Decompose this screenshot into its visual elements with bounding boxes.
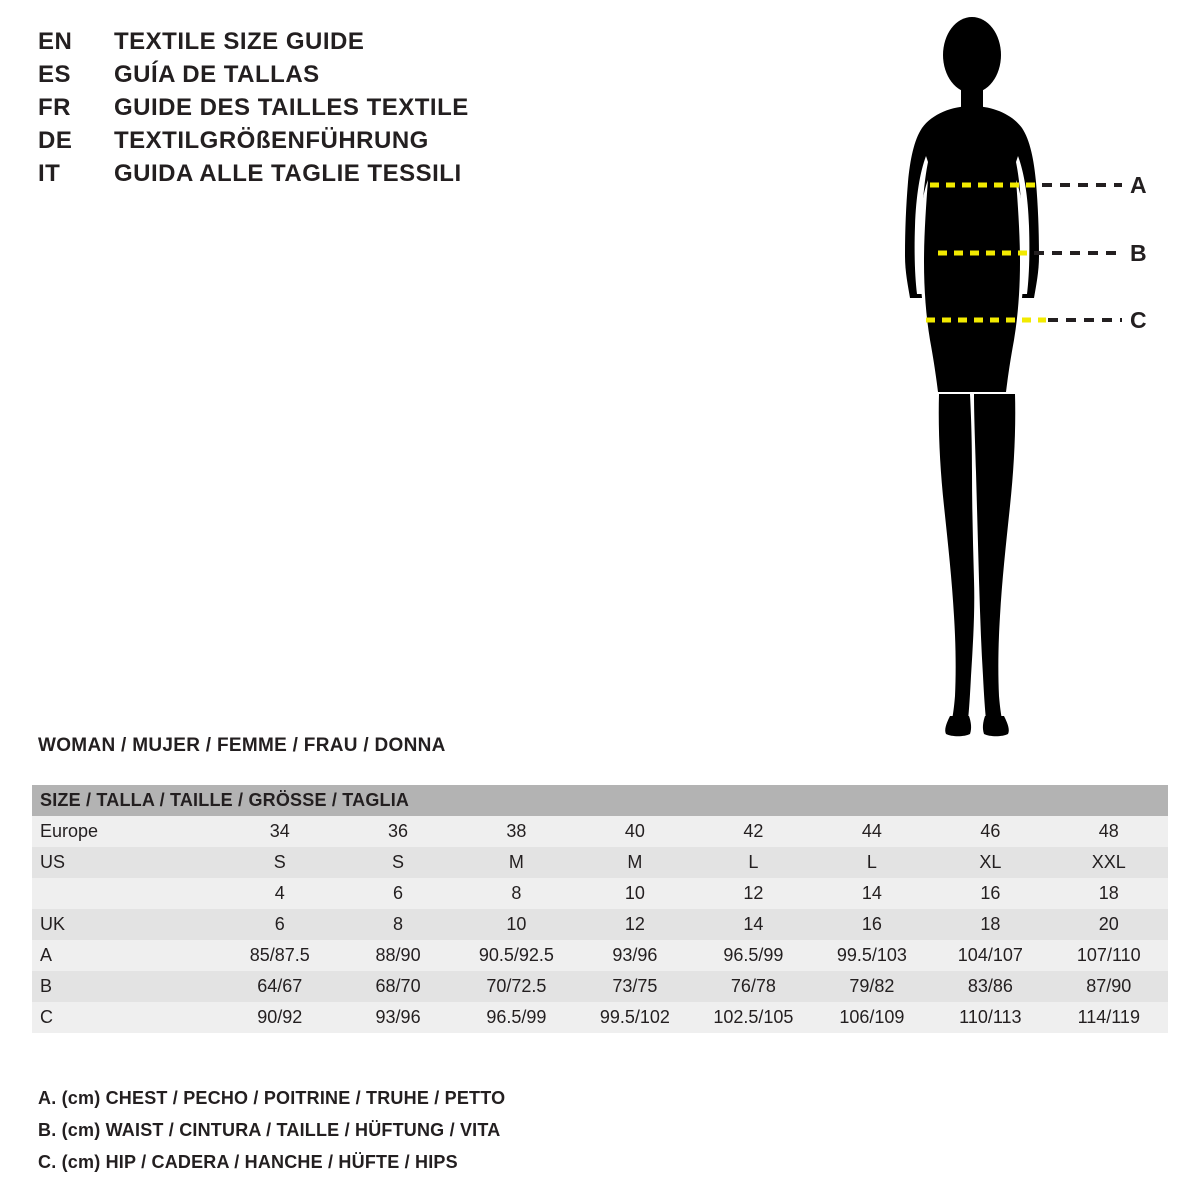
woman-silhouette-icon xyxy=(860,10,1190,750)
table-header-row xyxy=(32,785,1168,816)
cell-c-4: 102.5/105 xyxy=(694,1002,813,1033)
cell-uk-2: 10 xyxy=(457,909,576,940)
cell-europe-2: 38 xyxy=(457,816,576,847)
row-label-europe: Europe xyxy=(32,816,221,847)
body-measurement-figure xyxy=(860,10,1190,750)
cell-c-2: 96.5/99 xyxy=(457,1002,576,1033)
cell-us-5: L xyxy=(813,847,931,878)
title-row-fr xyxy=(38,94,558,122)
cell-usnum-5: 14 xyxy=(813,878,931,909)
row-label-us: US xyxy=(32,847,221,878)
language-code-it: IT xyxy=(38,160,61,187)
cell-us-0: S xyxy=(221,847,339,878)
row-label-a: A xyxy=(32,940,221,971)
table-row xyxy=(32,1002,1168,1033)
cell-b-1: 68/70 xyxy=(339,971,457,1002)
cell-a-3: 93/96 xyxy=(576,940,694,971)
title-row-it xyxy=(38,160,558,188)
cell-c-3: 99.5/102 xyxy=(576,1002,694,1033)
cell-europe-4: 42 xyxy=(694,816,813,847)
cell-europe-7: 48 xyxy=(1050,816,1168,847)
table-row xyxy=(32,847,1168,878)
measure-label-c: C xyxy=(1130,307,1147,333)
cell-a-7: 107/110 xyxy=(1050,940,1168,971)
cell-us-4: L xyxy=(694,847,813,878)
row-label-c: C xyxy=(32,1002,221,1033)
cell-us-1: S xyxy=(339,847,457,878)
table-row xyxy=(32,909,1168,940)
footnote-c: C. (cm) HIP / CADERA / HANCHE / HÜFTE / HIPS xyxy=(38,1152,458,1172)
cell-uk-1: 8 xyxy=(339,909,457,940)
cell-uk-5: 16 xyxy=(813,909,931,940)
footnote-a: A. (cm) CHEST / PECHO / POITRINE / TRUHE / PETTO xyxy=(38,1088,506,1108)
cell-usnum-7: 18 xyxy=(1050,878,1168,909)
language-code-en: EN xyxy=(38,28,73,55)
cell-b-3: 73/75 xyxy=(576,971,694,1002)
cell-us-2: M xyxy=(457,847,576,878)
row-label-uk: UK xyxy=(32,909,221,940)
cell-europe-0: 34 xyxy=(221,816,339,847)
title-row-de xyxy=(38,127,558,155)
title-text-en: TEXTILE SIZE GUIDE xyxy=(114,28,365,55)
language-code-de: DE xyxy=(38,127,73,154)
cell-uk-4: 14 xyxy=(694,909,813,940)
cell-europe-1: 36 xyxy=(339,816,457,847)
row-label-us-numeric xyxy=(32,878,221,909)
size-table xyxy=(32,785,1168,1033)
cell-c-5: 106/109 xyxy=(813,1002,931,1033)
cell-a-2: 90.5/92.5 xyxy=(457,940,576,971)
cell-uk-6: 18 xyxy=(931,909,1049,940)
cell-b-0: 64/67 xyxy=(221,971,339,1002)
cell-a-0: 85/87.5 xyxy=(221,940,339,971)
cell-us-7: XXL xyxy=(1050,847,1168,878)
cell-usnum-0: 4 xyxy=(221,878,339,909)
table-row xyxy=(32,940,1168,971)
cell-europe-3: 40 xyxy=(576,816,694,847)
title-text-it: GUIDA ALLE TAGLIE TESSILI xyxy=(114,160,462,187)
footnote-b: B. (cm) WAIST / CINTURA / TAILLE / HÜFTUNG / VITA xyxy=(38,1120,501,1140)
row-label-b: B xyxy=(32,971,221,1002)
table-header-label: SIZE / TALLA / TAILLE / GRÖSSE / TAGLIA xyxy=(32,785,1168,816)
cell-a-6: 104/107 xyxy=(931,940,1049,971)
cell-b-2: 70/72.5 xyxy=(457,971,576,1002)
cell-uk-3: 12 xyxy=(576,909,694,940)
cell-usnum-1: 6 xyxy=(339,878,457,909)
cell-b-7: 87/90 xyxy=(1050,971,1168,1002)
footnotes xyxy=(38,1088,738,1184)
title-text-fr: GUIDE DES TAILLES TEXTILE xyxy=(114,94,469,121)
cell-us-3: M xyxy=(576,847,694,878)
title-row-en xyxy=(38,28,558,56)
language-code-es: ES xyxy=(38,61,72,88)
section-heading-woman: WOMAN / MUJER / FEMME / FRAU / DONNA xyxy=(38,735,446,756)
cell-a-1: 88/90 xyxy=(339,940,457,971)
cell-b-5: 79/82 xyxy=(813,971,931,1002)
cell-c-1: 93/96 xyxy=(339,1002,457,1033)
cell-europe-6: 46 xyxy=(931,816,1049,847)
title-row-es xyxy=(38,61,558,89)
cell-uk-0: 6 xyxy=(221,909,339,940)
cell-a-5: 99.5/103 xyxy=(813,940,931,971)
cell-usnum-2: 8 xyxy=(457,878,576,909)
table-row xyxy=(32,971,1168,1002)
cell-uk-7: 20 xyxy=(1050,909,1168,940)
language-code-fr: FR xyxy=(38,94,71,121)
cell-usnum-6: 16 xyxy=(931,878,1049,909)
table-row xyxy=(32,878,1168,909)
measure-label-a: A xyxy=(1130,172,1147,198)
cell-us-6: XL xyxy=(931,847,1049,878)
cell-b-6: 83/86 xyxy=(931,971,1049,1002)
cell-usnum-3: 10 xyxy=(576,878,694,909)
cell-c-6: 110/113 xyxy=(931,1002,1049,1033)
cell-usnum-4: 12 xyxy=(694,878,813,909)
cell-c-7: 114/119 xyxy=(1050,1002,1168,1033)
cell-b-4: 76/78 xyxy=(694,971,813,1002)
cell-europe-5: 44 xyxy=(813,816,931,847)
title-text-es: GUÍA DE TALLAS xyxy=(114,61,320,88)
title-text-de: TEXTILGRÖßENFÜHRUNG xyxy=(114,127,429,154)
measure-label-b: B xyxy=(1130,240,1147,266)
title-block xyxy=(38,28,558,193)
cell-a-4: 96.5/99 xyxy=(694,940,813,971)
cell-c-0: 90/92 xyxy=(221,1002,339,1033)
table-row xyxy=(32,816,1168,847)
